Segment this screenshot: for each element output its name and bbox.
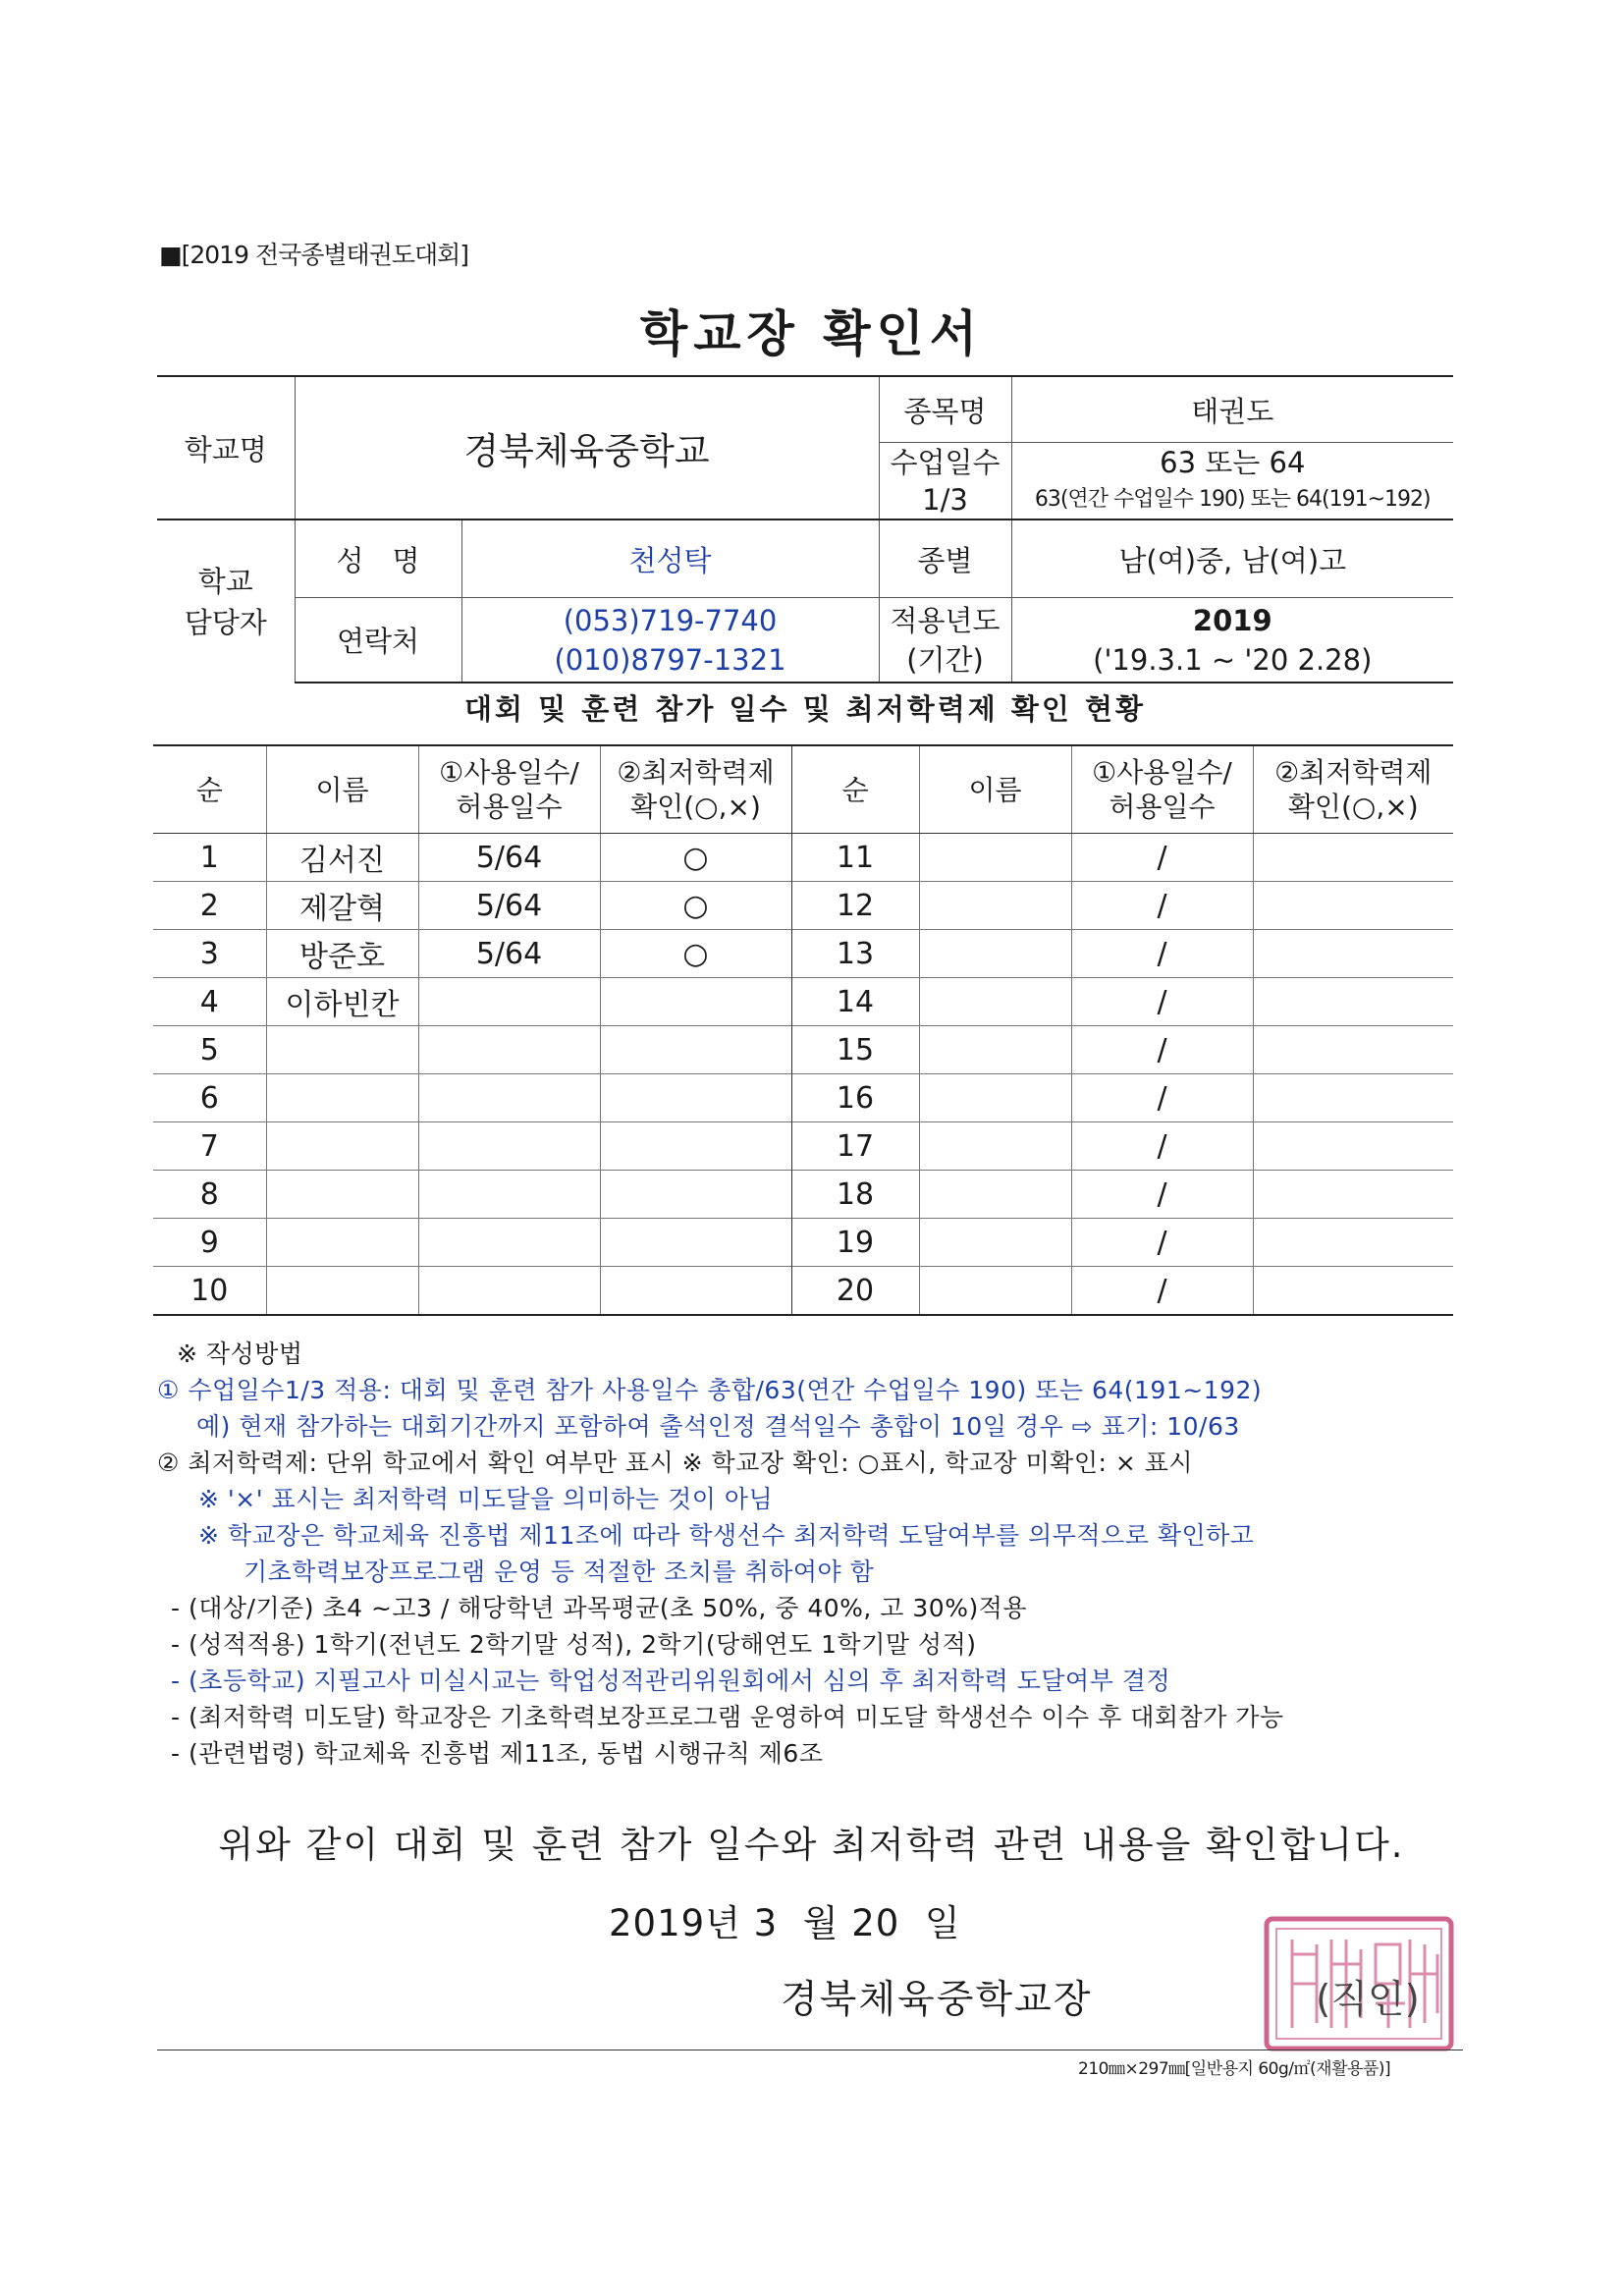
info-table xyxy=(157,375,1453,683)
used-days: / xyxy=(1071,834,1253,882)
student-name xyxy=(919,1219,1071,1267)
table-row xyxy=(153,978,1453,1026)
row-number: 5 xyxy=(153,1026,266,1074)
minimum-grade-check xyxy=(600,1074,791,1122)
header-days: ①사용일수/ xyxy=(439,756,579,789)
phone-2: (010)8797-1321 xyxy=(554,642,786,677)
minimum-grade-check xyxy=(1253,882,1453,930)
phone-1: (053)719-7740 xyxy=(563,603,778,637)
school-name-value: 경북체육중학교 xyxy=(295,376,879,519)
row-number: 2 xyxy=(153,882,266,930)
used-days: / xyxy=(1071,1074,1253,1122)
row-number: 9 xyxy=(153,1219,266,1267)
used-days: / xyxy=(1071,978,1253,1026)
school-name-label: 학교명 xyxy=(157,376,295,519)
student-name xyxy=(919,978,1071,1026)
manager-label-2: 담당자 xyxy=(184,605,267,639)
student-name: 김서진 xyxy=(266,834,418,882)
student-name xyxy=(919,1074,1071,1122)
instruction-4-cont: 기초학력보장프로그램 운영 등 적절한 조치를 취하여야 함 xyxy=(243,1558,875,1586)
confirmation-date: 2019년 3 월 20 일 xyxy=(609,1902,961,1944)
table-row xyxy=(153,1171,1453,1219)
paper-spec-footer: 210㎜×297㎜[일반용지 60g/㎡(재활용품)] xyxy=(1078,2059,1391,2079)
manager-label: 학교 xyxy=(197,564,253,598)
used-days xyxy=(418,1026,600,1074)
used-days: 5/64 xyxy=(418,882,600,930)
header-name: 이름 xyxy=(266,745,418,834)
header-check-2: 확인(○,×) xyxy=(630,791,761,823)
used-days: / xyxy=(1071,1219,1253,1267)
row-number: 6 xyxy=(153,1074,266,1122)
minimum-grade-check xyxy=(1253,1026,1453,1074)
minimum-grade-check xyxy=(1253,1219,1453,1267)
class-days-label-fraction: 1/3 xyxy=(922,482,968,517)
minimum-grade-check: ○ xyxy=(600,882,791,930)
instructions xyxy=(157,1336,1463,1772)
header-check-right: ②최저학력제 xyxy=(1274,756,1433,789)
used-days: / xyxy=(1071,1171,1253,1219)
row-number: 7 xyxy=(153,1122,266,1171)
row-number: 8 xyxy=(153,1171,266,1219)
document-header-tag: ■[2019 전국종별태권도대회] xyxy=(159,241,469,269)
used-days: / xyxy=(1071,1122,1253,1171)
student-name xyxy=(266,1219,418,1267)
student-name: 이하빈칸 xyxy=(266,978,418,1026)
name-label: 성 명 xyxy=(295,519,461,598)
table-header-row xyxy=(153,745,1453,834)
signer-name: 경북체육중학교장 xyxy=(781,1978,1093,2022)
instructions-heading: ※ 작성방법 xyxy=(177,1339,303,1368)
seal-label: (직인) xyxy=(1316,1978,1420,2022)
table-row xyxy=(153,1074,1453,1122)
instruction-4: ※ 학교장은 학교체육 진흥법 제11조에 따라 학생선수 최저학력 도달여부를 의무적으로 확인하고 xyxy=(198,1521,1255,1550)
category-value: 남(여)중, 남(여)고 xyxy=(1011,519,1453,598)
student-name xyxy=(266,1171,418,1219)
detail-below-minimum: - (최저학력 미도달) 학교장은 기초학력보장프로그램 운영하여 미도달 학생선수 이수 후 대회참가 가능 xyxy=(171,1703,1284,1731)
student-name xyxy=(919,834,1071,882)
minimum-grade-check xyxy=(1253,1171,1453,1219)
header-days-right: ①사용일수/ xyxy=(1092,756,1232,789)
minimum-grade-check xyxy=(1253,1267,1453,1316)
table-row xyxy=(153,882,1453,930)
row-number: 10 xyxy=(153,1267,266,1316)
detail-related-law: - (관련법령) 학교체육 진흥법 제11조, 동법 시행규칙 제6조 xyxy=(171,1739,824,1768)
header-days-2: 허용일수 xyxy=(456,791,563,823)
minimum-grade-check: ○ xyxy=(600,834,791,882)
used-days: 5/64 xyxy=(418,930,600,978)
header-check: ②최저학력제 xyxy=(617,756,775,789)
student-name xyxy=(919,1122,1071,1171)
instruction-2: ② 최저학력제: 단위 학교에서 확인 여부만 표시 ※ 학교장 확인: ○표시, 학교장 미확인: × 표시 xyxy=(157,1449,1194,1477)
row-number: 1 xyxy=(153,834,266,882)
applicable-year-label: 적용년도 xyxy=(890,603,1001,637)
instruction-1: ① 수업일수1/3 적용: 대회 및 훈련 참가 사용일수 총합/63(연간 수업일수 190) 또는 64(191~192) xyxy=(157,1376,1263,1404)
detail-elementary: - (초등학교) 지필고사 미실시교는 학업성적관리위원회에서 심의 후 최저학력 도달여부 결정 xyxy=(171,1667,1171,1695)
row-number: 17 xyxy=(791,1122,919,1171)
manager-name-value: 천성탁 xyxy=(461,519,879,598)
table-row xyxy=(153,1267,1453,1316)
document-title: 학교장 확인서 xyxy=(639,305,984,362)
used-days xyxy=(418,1074,600,1122)
row-number: 14 xyxy=(791,978,919,1026)
used-days: / xyxy=(1071,1026,1253,1074)
participation-table-title: 대회 및 훈련 참가 일수 및 최저학력제 확인 현황 xyxy=(463,692,1147,726)
used-days: 5/64 xyxy=(418,834,600,882)
row-number: 19 xyxy=(791,1219,919,1267)
minimum-grade-check xyxy=(600,1219,791,1267)
minimum-grade-check xyxy=(1253,978,1453,1026)
table-row xyxy=(153,930,1453,978)
header-check-right-2: 확인(○,×) xyxy=(1287,791,1419,823)
used-days xyxy=(418,978,600,1026)
row-number: 11 xyxy=(791,834,919,882)
minimum-grade-check xyxy=(600,1026,791,1074)
row-number: 15 xyxy=(791,1026,919,1074)
minimum-grade-check xyxy=(600,1122,791,1171)
table-row xyxy=(153,1219,1453,1267)
applicable-period-value: ('19.3.1 ~ '20 2.28) xyxy=(1093,642,1373,677)
student-name xyxy=(266,1267,418,1316)
class-days-label: 수업일수 xyxy=(890,445,1001,479)
header-days-right-2: 허용일수 xyxy=(1109,791,1216,823)
used-days: / xyxy=(1071,882,1253,930)
class-days-value: 63 또는 64 xyxy=(1160,445,1306,479)
used-days: / xyxy=(1071,930,1253,978)
detail-grades: - (성적적용) 1학기(전년도 2학기말 성적), 2학기(당해연도 1학기말 성적) xyxy=(171,1630,977,1659)
participation-table xyxy=(153,744,1453,1316)
instruction-3: ※ '×' 표시는 최저학력 미도달을 의미하는 것이 아님 xyxy=(198,1485,774,1513)
minimum-grade-check xyxy=(1253,1122,1453,1171)
applicable-year-value: 2019 xyxy=(1192,603,1272,637)
row-number: 12 xyxy=(791,882,919,930)
student-name xyxy=(266,1026,418,1074)
header-no-right: 순 xyxy=(791,745,919,834)
row-number: 20 xyxy=(791,1267,919,1316)
used-days: / xyxy=(1071,1267,1253,1316)
applicable-period-label: (기간) xyxy=(906,642,984,677)
header-name-right: 이름 xyxy=(919,745,1071,834)
student-name: 제갈혁 xyxy=(266,882,418,930)
contact-label: 연락처 xyxy=(295,598,461,683)
student-name xyxy=(266,1074,418,1122)
student-name xyxy=(919,1026,1071,1074)
table-row xyxy=(153,1122,1453,1171)
student-name xyxy=(919,1267,1071,1316)
table-row xyxy=(153,834,1453,882)
used-days xyxy=(418,1267,600,1316)
table-row xyxy=(153,1026,1453,1074)
row-number: 3 xyxy=(153,930,266,978)
used-days xyxy=(418,1171,600,1219)
student-name xyxy=(919,882,1071,930)
minimum-grade-check: ○ xyxy=(600,930,791,978)
class-days-note: 63(연간 수업일수 190) 또는 64(191~192) xyxy=(1034,486,1431,512)
event-value: 태권도 xyxy=(1011,376,1453,443)
used-days xyxy=(418,1122,600,1171)
row-number: 18 xyxy=(791,1171,919,1219)
minimum-grade-check xyxy=(1253,834,1453,882)
minimum-grade-check xyxy=(1253,930,1453,978)
detail-target: - (대상/기준) 초4 ~고3 / 해당학년 과목평균(초 50%, 중 40%, 고 30%)적용 xyxy=(171,1594,1027,1622)
category-label: 종별 xyxy=(879,519,1011,598)
row-number: 4 xyxy=(153,978,266,1026)
student-name xyxy=(919,930,1071,978)
minimum-grade-check xyxy=(600,1267,791,1316)
row-number: 16 xyxy=(791,1074,919,1122)
minimum-grade-check xyxy=(600,978,791,1026)
student-name: 방준호 xyxy=(266,930,418,978)
student-name xyxy=(266,1122,418,1171)
confirmation-statement: 위와 같이 대회 및 훈련 참가 일수와 최저학력 관련 내용을 확인합니다. xyxy=(218,1824,1405,1866)
student-name xyxy=(919,1171,1071,1219)
minimum-grade-check xyxy=(600,1171,791,1219)
instruction-1-example: 예) 현재 참가하는 대회기간까지 포함하여 출석인정 결석일수 총합이 10일 경우 ⇨ 표기: 10/63 xyxy=(196,1412,1240,1441)
header-no: 순 xyxy=(153,745,266,834)
row-number: 13 xyxy=(791,930,919,978)
event-label: 종목명 xyxy=(879,376,1011,443)
minimum-grade-check xyxy=(1253,1074,1453,1122)
used-days xyxy=(418,1219,600,1267)
